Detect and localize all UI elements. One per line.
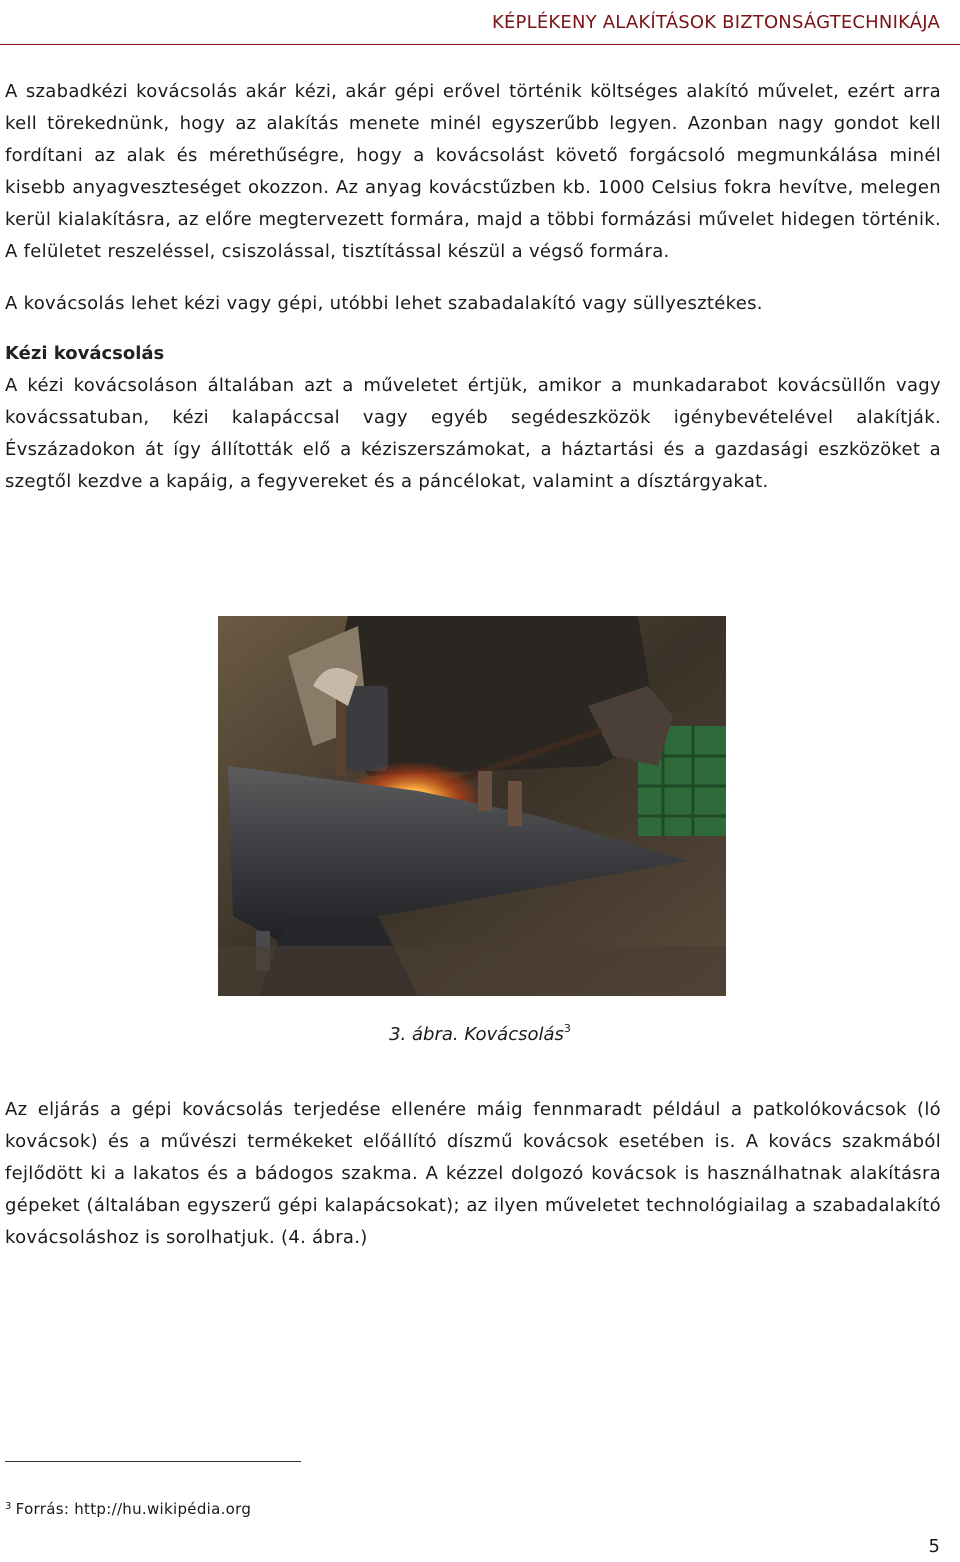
- running-header: KÉPLÉKENY ALAKÍTÁSOK BIZTONSÁGTECHNIKÁJA: [491, 12, 940, 33]
- figure-caption-text: 3. ábra. Kovácsolás: [389, 1024, 564, 1045]
- footnote-text: Forrás: http://hu.wikipédia.org: [15, 1500, 252, 1518]
- forging-photo: [218, 616, 726, 996]
- section-heading: Kézi kovácsolás: [5, 343, 165, 364]
- paragraph-hand-forging: A kézi kovácsoláson általában azt a műveletet értjük, amikor a munkadarabot kovácsüllőn vagy kovácssatuban, kézi kalapáccsal vagy egyéb segédeszközök igénybevételével alakítják. Évszázadokon át így állították elő a kéziszerszámokat, a háztartási és a gazdasági eszközöket a szegtől kezdve a kapáig, a fegyvereket és a páncélokat, valamint a dísztárgyakat.: [5, 375, 941, 492]
- main-content: [5, 76, 941, 498]
- main-content-continued: [5, 1094, 941, 1254]
- header-rule: [0, 44, 960, 45]
- footnote: [5, 1500, 251, 1518]
- paragraph-machine-forging: Az eljárás a gépi kovácsolás terjedése ellenére máig fennmaradt például a patkolókovácsok (ló kovácsok) és a művészi termékeket előállító díszmű kovácsok esetében is. A kovács szakmából fejlődött ki a lakatos és a bádogos szakma. A kézzel dolgozó kovácsok is használhatnak alakításra gépeket (általában egyszerű gépi kalapácsokat); az ilyen műveletet technológiailag a szabadalakító kovácsoláshoz is sorolhatjuk. (4. ábra.): [5, 1099, 941, 1248]
- figure-caption: [0, 1014, 960, 1050]
- paragraph-types: A kovácsolás lehet kézi vagy gépi, utóbbi lehet szabadalakító vagy süllyesztékes.: [5, 293, 763, 314]
- footnote-reference[interactable]: 3: [563, 1022, 571, 1035]
- footnote-mark: 3: [5, 1501, 12, 1512]
- paragraph-intro: A szabadkézi kovácsolás akár kézi, akár gépi erővel történik költséges alakító művelet, ezért arra kell törekednünk, hogy az alakítás menete minél egyszerűbb legyen. Azonban nagy gondot kell fordítani az alak és mérethűségre, hogy a kovácsolást követő forgácsoló megmunkálása minél kisebb anyagveszteséget okozzon. Az anyag kovácstűzben kb. 1000 Celsius fokra hevítve, melegen kerül kialakításra, az előre megtervezett formára, majd a többi formázási művelet hidegen történik. A felületet reszeléssel, csiszolással, tisztítással készül a végső formára.: [5, 81, 941, 262]
- page-number: 5: [928, 1536, 940, 1557]
- footnote-rule: [5, 1461, 301, 1462]
